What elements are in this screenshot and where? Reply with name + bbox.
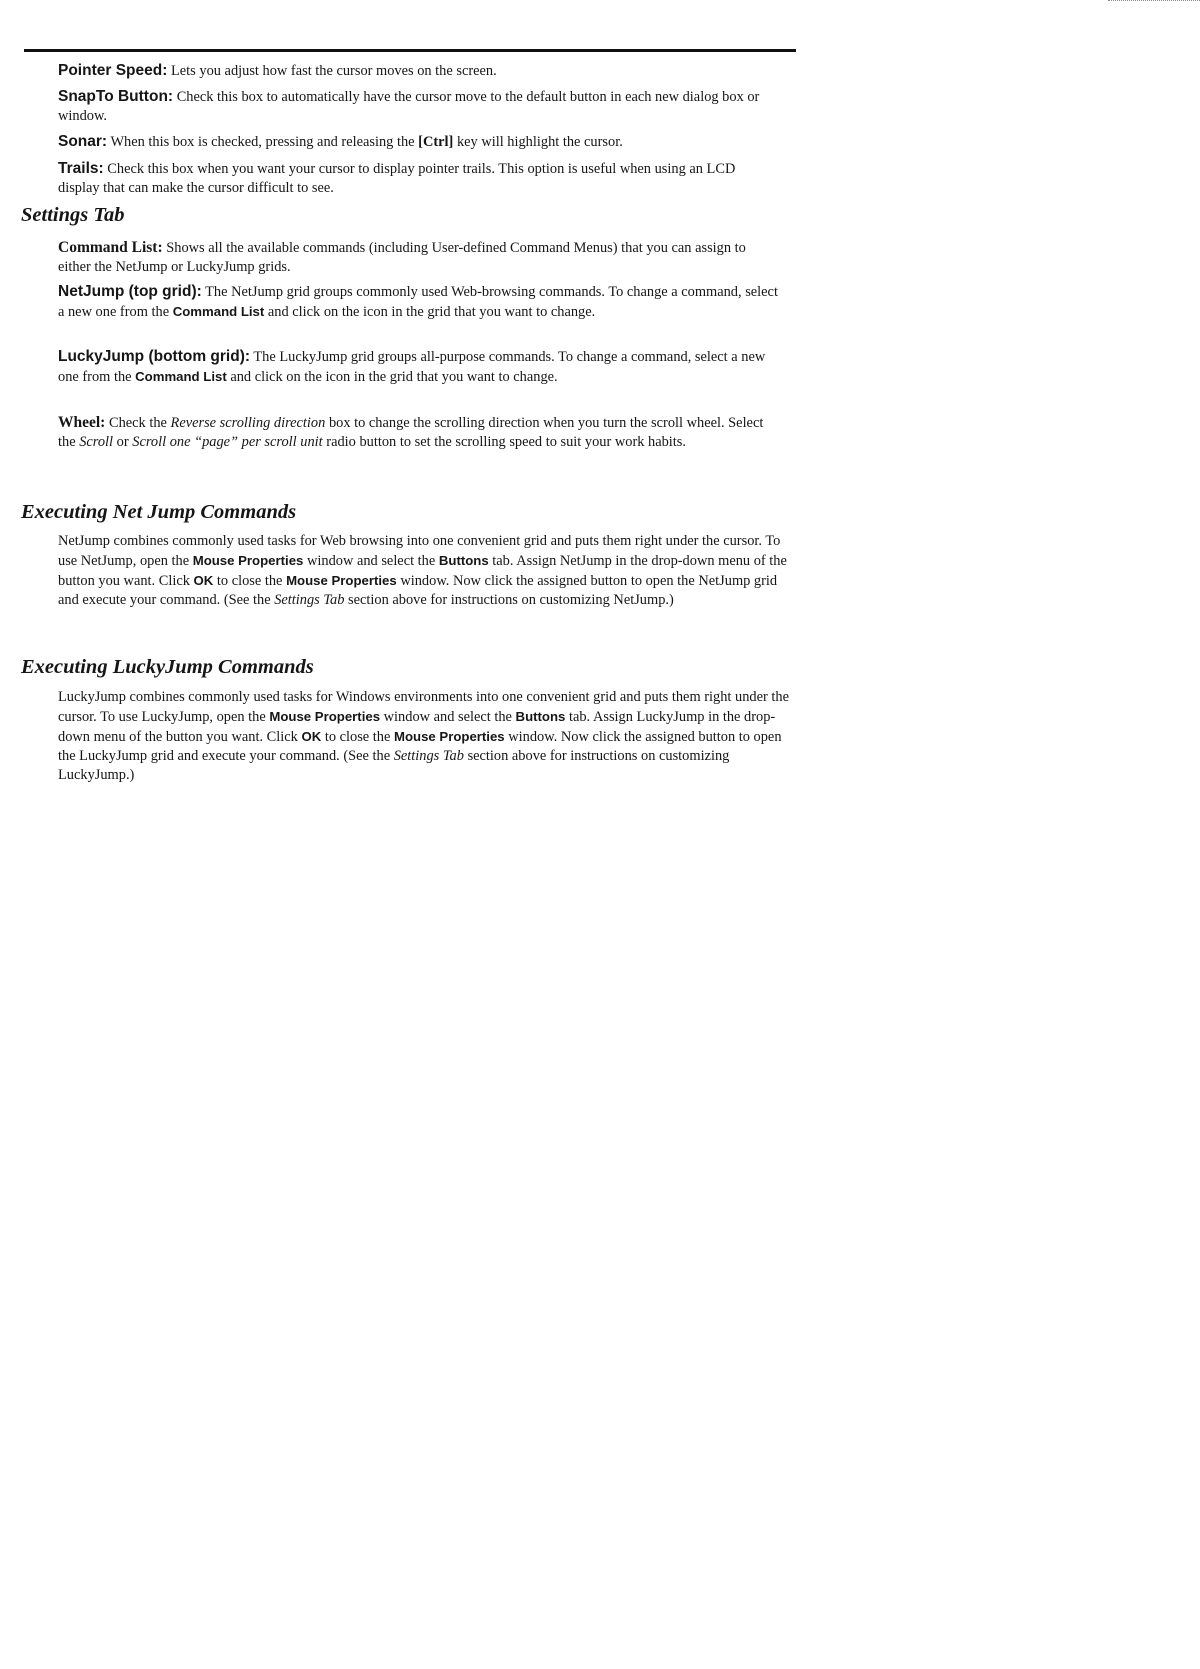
luckyjump-para-ok: OK (301, 729, 322, 744)
luckyjump-para-mouse-properties-2: Mouse Properties (393, 729, 505, 744)
netjump-para-mouse-properties-1: Mouse Properties (192, 553, 304, 568)
netjump-grid-label: NetJump (top grid): (58, 283, 202, 300)
command-list-item (58, 238, 778, 277)
netjump-para-text-4: to close the (216, 573, 283, 589)
trails-item (58, 159, 778, 198)
netjump-para-ok: OK (193, 573, 214, 588)
netjump-para-settings-tab-ref: Settings Tab (274, 592, 345, 608)
wheel-label: Wheel: (58, 414, 106, 431)
pointer-speed-label: Pointer Speed: (58, 62, 168, 79)
netjump-para-text-6: section above for instructions on customizing NetJump.) (348, 592, 674, 608)
wheel-scroll-option: Scroll (79, 434, 114, 450)
netjump-grid-text-after: and click on the icon in the grid that you want to change. (267, 304, 596, 320)
luckyjump-section-paragraph (58, 688, 793, 785)
sonar-item (58, 132, 778, 152)
page-corner-mark (1108, 0, 1200, 1)
netjump-para-text-5: window. Now click the assigned button to open the NetJump grid and execute your command. (See the (58, 573, 778, 608)
netjump-para-text-1: NetJump combines commonly used tasks for Web browsing into one convenient grid and puts them right under the cursor. To use NetJump, open the (58, 533, 781, 569)
luckyjump-grid-item (58, 347, 778, 387)
luckyjump-para-text-4: to close the (324, 729, 391, 745)
sonar-key: [Ctrl] (418, 134, 454, 150)
luckyjump-para-text-6: section above for instructions on customizing LuckyJump.) (58, 748, 730, 783)
luckyjump-section-heading: Executing LuckyJump Commands (21, 656, 314, 678)
trails-label: Trails: (58, 160, 104, 177)
wheel-text-3: or (116, 434, 129, 450)
netjump-para-text-3: tab. Assign NetJump in the drop-down menu of the button you want. Click (58, 553, 787, 589)
netjump-section-paragraph (58, 532, 793, 610)
wheel-text-1: Check the (108, 415, 167, 431)
sonar-label: Sonar: (58, 133, 108, 150)
luckyjump-para-mouse-properties-1: Mouse Properties (269, 709, 381, 724)
snapto-item (58, 87, 778, 126)
luckyjump-grid-label: LuckyJump (bottom grid): (58, 348, 251, 365)
luckyjump-grid-text-after: and click on the icon in the grid that you want to change. (230, 369, 558, 385)
sonar-text-after: key will highlight the cursor. (456, 134, 623, 150)
luckyjump-para-settings-tab-ref: Settings Tab (393, 748, 464, 764)
wheel-page-option: Scroll one “page” per scroll unit (132, 434, 323, 450)
pointer-speed-text: Lets you adjust how fast the cursor moves on the screen. (171, 63, 497, 79)
command-list-text: Shows all the available commands (including User-defined Command Menus) that you can assign to either the NetJump or LuckyJump grids. (58, 240, 746, 275)
wheel-text-4: radio button to set the scrolling speed to suit your work habits. (326, 434, 686, 450)
netjump-section-heading: Executing Net Jump Commands (21, 501, 297, 523)
settings-tab-heading: Settings Tab (21, 204, 125, 226)
trails-text: Check this box when you want your cursor to display pointer trails. This option is useful when using an LCD display that can make the cursor difficult to see. (58, 161, 736, 196)
command-list-label: Command List: (58, 239, 163, 256)
luckyjump-grid-command-list: Command List (135, 369, 227, 384)
netjump-para-buttons: Buttons (438, 553, 489, 568)
wheel-text-2: box to change the scrolling direction when you turn the scroll wheel. Select the (58, 415, 764, 450)
netjump-para-mouse-properties-2: Mouse Properties (286, 573, 397, 588)
luckyjump-para-buttons: Buttons (515, 709, 566, 724)
wheel-item (58, 413, 778, 452)
luckyjump-grid-text-before: The LuckyJump grid groups all-purpose commands. To change a command, select a new one from the (58, 349, 766, 385)
luckyjump-para-text-5: window. Now click the assigned button to open the LuckyJump grid and execute your command. (See the (58, 729, 782, 764)
top-rule (24, 49, 796, 52)
luckyjump-para-text-2: window and select the (383, 709, 512, 725)
snapto-text: Check this box to automatically have the cursor move to the default button in each new dialog box or window. (58, 89, 760, 124)
snapto-label: SnapTo Button: (58, 88, 174, 105)
sonar-text-before: When this box is checked, pressing and releasing the (110, 134, 415, 150)
luckyjump-para-text-1: LuckyJump combines commonly used tasks for Windows environments into one convenient grid and puts them right under the cursor. To use LuckyJump, open the (58, 689, 789, 725)
wheel-reverse-option: Reverse scrolling direction (170, 415, 326, 431)
luckyjump-para-text-3: tab. Assign LuckyJump in the drop-down menu of the button you want. Click (58, 709, 776, 745)
pointer-speed-item (58, 61, 778, 81)
netjump-grid-text-before: The NetJump grid groups commonly used Web-browsing commands. To change a command, select a new one from the (58, 284, 778, 320)
netjump-grid-item (58, 282, 778, 322)
netjump-para-text-2: window and select the (306, 553, 436, 569)
netjump-grid-command-list: Command List (172, 304, 265, 319)
